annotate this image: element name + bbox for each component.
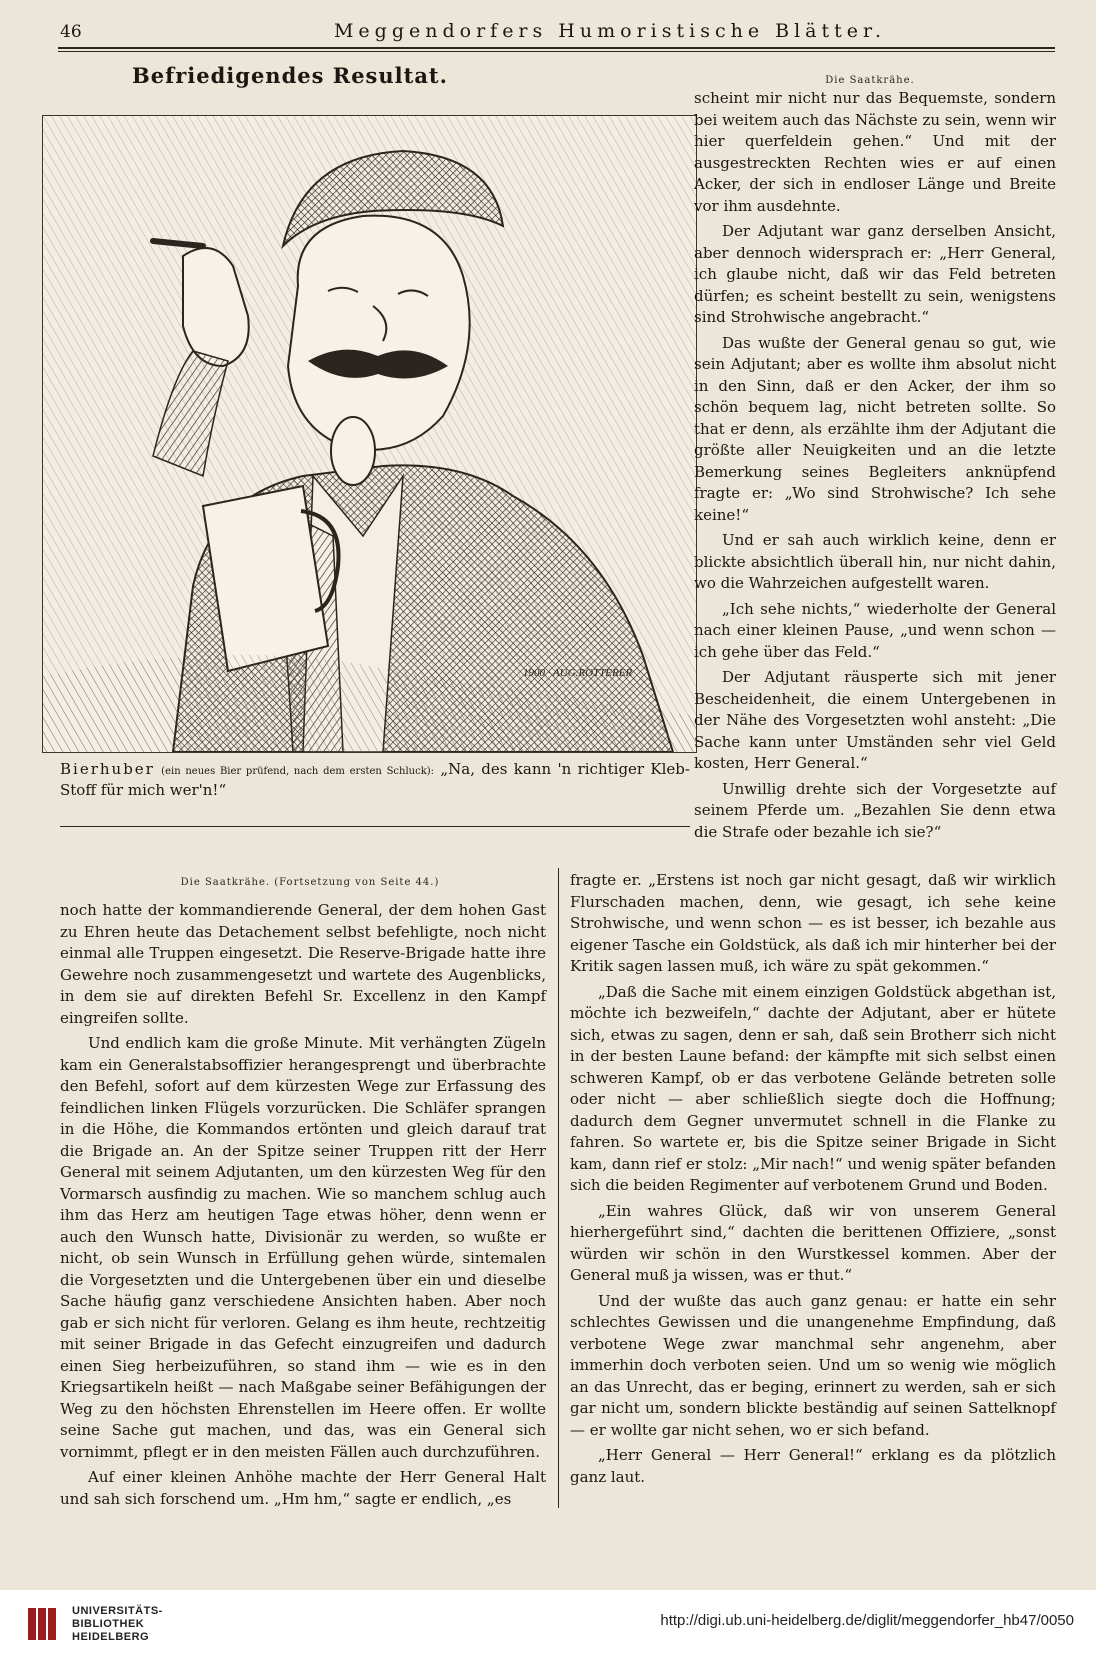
portrait-drawing [43,116,696,752]
cartoon-illustration [42,115,697,753]
caption-note: (ein neues Bier prüfend, nach dem ersten Schluck): [161,766,435,777]
paragraph: scheint mir nicht nur das Bequemste, sondern bei weitem auch das Nächste zu sein, wenn wir hier querfeldein gehen.“ Und mit der ausgestreckten Rechten wies er auf einen Acker, der sich in endloser Länge und Breite vor ihm ausdehnte. [694,89,1056,215]
library-logo-icon [26,1604,62,1644]
header-rule [58,47,1055,49]
paragraph: „Ein wahres Glück, daß wir von unserem General hierhergeführt sind,“ dachten die berittenen Offiziere, „sonst würden wir schön in den Wurstkessel kommen. Aber der General muß ja wissen, was er thut.“ [570,1201,1056,1284]
paragraph: Und endlich kam die große Minute. Mit verhängten Zügeln kam ein Generalstabsoffizier herangesprengt und überbrachte den Befehl, sofort auf dem kürzesten Wege zur Erfassung des feindlichen linken Flügels vorzurücken. Die Schläfer sprangen in die Höhe, die Kommandos ertönten und gleich darauf trat die Brigade an. An der Spitze seiner Truppen ritt der Herr General mit seinem Adjutanten, um den kürzesten Weg für den Vormarsch ausfindig zu machen. Wie so manchem schlug auch ihm das Herz am heutigen Tage etwas höher, denn wenn er auch den Wunsch hatte, Divisionär zu werden, so wußte er nicht, ob sein Wunsch in Erfüllung gehen würde, sintemalen die Vorgesetzten und die Untergebenen über ein und dieselbe Sache häufig ganz verschiedene Ansichten haben. Aber noch gab er sich nicht für verloren. Gelang es ihm heute, rechtzeitig mit seiner Brigade in das Gefecht einzugreifen und dadurch einen Sieg herbeizuführen, so stand ihm — wie es in den Kriegsartikeln heißt — nach Maßgabe seiner Befähigungen der Weg zu den höchsten Ehrenstellen im Heere offen. Er wollte seine Sache gut machen, und das, was ein General sich vornimmt, pflegt er in den meisten Fällen auch durchzuführen. [60,1034,546,1461]
paragraph: Unwillig drehte sich der Vorgesetzte auf seinem Pferde um. „Bezahlen Sie denn etwa die Strafe oder bezahle ich sie?“ [694,779,1056,841]
library-line: BIBLIOTHEK [72,1618,145,1630]
cartoon-title: Befriedigendes Resultat. [132,63,448,88]
library-line: UNIVERSITÄTS- [72,1605,163,1617]
header-rule-thin [58,51,1055,52]
face-shape [288,216,470,450]
continuation-head: Die Saatkrähe. (Fortsetzung von Seite 44.) [180,877,440,888]
paragraph: „Herr General — Herr General!“ erklang es da plötzlich ganz laut. [570,1446,1056,1486]
paragraph: Und der wußte das auch ganz genau: er hatte ein sehr schlechtes Gewissen und die unangenehme Empfindung, daß verbotene Wege zwar manchmal sehr angenehm, aber immerhin doch verboten seien. Und um so wenig wie möglich an das Unrecht, das er beging, erinnert zu werden, sah er sich gar nicht um, sondern blickte beständig auf seinen Sattelknopf — er wollte gar nicht sehen, wo er sich befand. [570,1291,1056,1439]
artist-signature: 1900 · AUG.ROTTERER [523,667,633,679]
column-divider [558,868,559,1508]
right-column-bottom [570,870,1056,1488]
paragraph: Der Adjutant war ganz derselben Ansicht, aber dennoch widersprach er: „Herr General, ich glaube nicht, daß wir das Feld betreten dürfen; es scheint bestellt zu sein, wenigstens sind Strohwische angebracht.“ [694,222,1056,326]
paragraph: fragte er. „Erstens ist noch gar nicht gesagt, daß wir wirklich Flurschaden machen, denn, wie gesagt, ich sehe keine Strohwische, und wenn schon — es ist besser, ich bezahle aus eigener Tasche ein Goldstück, als daß ich mir hinterher bei der Kritik sagen lassen muß, ich wäre zu spät gekommen.“ [570,871,1056,975]
caption-divider [60,826,690,827]
library-line: HEIDELBERG [72,1631,150,1643]
paragraph: Der Adjutant räusperte sich mit jener Bescheidenheit, die einem Untergebenen in der Nähe des Vorgesetzten wohl ansteht: „Die Sache kann unter Umständen sehr viel Geld kosten, Herr General.“ [694,668,1056,772]
page-number: 46 [60,22,82,42]
paragraph: „Daß die Sache mit einem einzigen Goldstück abgethan ist, möchte ich bezweifeln,“ dachte der Adjutant, aber er hütete sich, etwas zu sagen, denn er sah, daß sein Brotherr sich nicht in der besten Laune befand: der kämpfte mit sich selbst einen schweren Kampf, ob er das verbotene Gelände betreten solle oder nicht — aber schließlich siegte doch die Hoffnung; dadurch dem Gegner unvermutet schnell in die Flanke zu fahren. So wartete er, bis die Spitze seiner Brigade in Sicht kam, dann rief er stolz: „Mir nach!“ und wenig später befanden sich die beiden Regimenter auf verbotenem Grund und Boden. [570,982,1056,1194]
paragraph: Das wußte der General genau so gut, wie sein Adjutant; aber es wollte ihm absolut nicht in den Sinn, daß er den Acker, der ihm so schön bequem lag, nicht betreten sollte. So that er denn, als erzählte ihm der Adjutant die größte aller Neuigkeiten und an die letzte Bemerkung seines Begleiters anknüpfend fragte er: „Wo sind Strohwische? Ich sehe keine!“ [694,333,1056,524]
caption-name: Bierhuber [60,760,155,778]
left-column [60,900,546,1510]
story-head-right: Die Saatkrähe. [825,75,915,86]
paragraph: Auf einer kleinen Anhöhe machte der Herr General Halt und sah sich forschend um. „Hm hm,“ sagte er endlich, „es [60,1468,546,1508]
cartoon-caption [60,760,690,800]
source-url-link[interactable]: http://digi.ub.uni-heidelberg.de/diglit/meggendorfer_hb47/0050 [660,1612,1074,1629]
paragraph: Und er sah auch wirklich keine, denn er blickte absichtlich überall hin, nur nicht dahin, wo die Wahrzeichen aufgestellt waren. [694,531,1056,592]
paragraph: noch hatte der kommandierende General, der dem hohen Gast zu Ehren heute das Detachement selbst befehligte, noch nicht einmal alle Truppen eingesetzt. Die Reserve-Brigade hatte ihre Gewehre noch zusammengesetzt und wartete des Augenblicks, in dem sie auf direkten Befehl Sr. Excellenz in den Kampf eingreifen sollte. [60,901,546,1027]
right-column-top [694,88,1056,843]
paragraph: „Ich sehe nichts,“ wiederholte der General nach einer kleinen Pause, „und wenn schon — ich gehe über das Feld.“ [694,599,1056,661]
library-name [72,1605,163,1644]
caption-speech: „Na, des kann 'n richtiger Kleb-Stoff für mich wer'n!“ [60,760,690,799]
journal-title: Meggendorfers Humoristische Blätter. [333,20,887,42]
